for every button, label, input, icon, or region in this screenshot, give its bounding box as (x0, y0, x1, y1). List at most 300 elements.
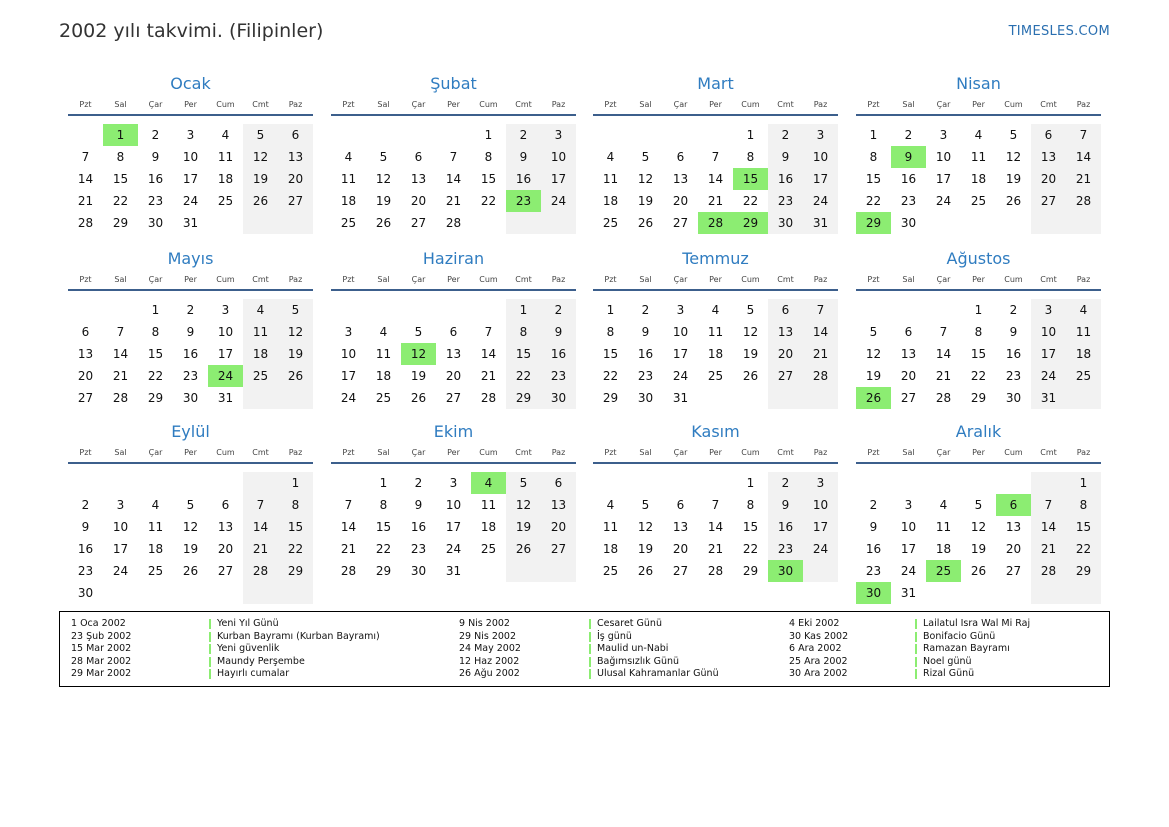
legend-holiday-name: Hayırlı cumalar (217, 668, 290, 679)
day-cell: 20 (1031, 168, 1066, 190)
day-cell: 20 (1005, 542, 1022, 556)
day-cell: 11 (480, 498, 497, 512)
weekday-label: Paz (1076, 100, 1091, 109)
day-cell: 17 (672, 347, 689, 361)
day-cell: 24 (541, 190, 576, 212)
day-cell: 8 (869, 150, 878, 164)
day-cell: 27 (77, 391, 94, 405)
day-cell: 8 (606, 325, 615, 339)
holiday-day-cell: 1 (103, 124, 138, 146)
legend-holiday-name: Maundy Perşembe (217, 655, 305, 667)
day-cell: 17 (935, 172, 952, 186)
month-header-rule (331, 114, 576, 116)
day-cell: 2 (641, 303, 650, 317)
weekday-label: Paz (288, 100, 303, 109)
legend-date: 30 Ara 2002 (789, 668, 848, 679)
day-cell: 7 (1031, 494, 1066, 516)
day-cell: 11 (217, 150, 234, 164)
day-cell: 9 (641, 325, 650, 339)
weekday-label: Paz (288, 275, 303, 284)
weekday-label: Pzt (79, 275, 92, 284)
day-cell: 6 (904, 325, 913, 339)
day-cell: 21 (707, 194, 724, 208)
day-cell: 26 (970, 564, 987, 578)
day-cell: 30 (637, 391, 654, 405)
holiday-day-cell: 23 (506, 190, 541, 212)
day-cell: 13 (445, 347, 462, 361)
day-cell: 16 (182, 347, 199, 361)
weekend-blank-cell (1031, 582, 1066, 604)
brand-link[interactable]: TIMESLES.COM (1008, 24, 1110, 39)
day-cell: 13 (77, 347, 94, 361)
weekday-label: Cmt (252, 100, 269, 109)
day-cell: 7 (344, 498, 353, 512)
day-cell: 24 (112, 564, 129, 578)
day-cell: 20 (672, 542, 689, 556)
month-header-rule (68, 289, 313, 291)
day-cell: 14 (480, 347, 497, 361)
legend-date: 24 May 2002 (459, 643, 521, 654)
weekday-label: Per (184, 100, 197, 109)
weekend-blank-cell (278, 582, 313, 604)
day-cell: 15 (278, 516, 313, 538)
day-cell: 8 (506, 321, 541, 343)
day-cell: 27 (1005, 564, 1022, 578)
weekday-label: Çar (936, 448, 951, 457)
month-header-rule (593, 289, 838, 291)
day-cell: 28 (243, 560, 278, 582)
month-header-rule (68, 462, 313, 464)
month-name: Ocak (170, 74, 211, 93)
day-cell: 15 (602, 347, 619, 361)
day-cell: 13 (672, 520, 689, 534)
day-cell: 1 (1066, 472, 1101, 494)
day-cell: 20 (541, 516, 576, 538)
holiday-day-cell: 9 (891, 146, 926, 168)
weekend-blank-cell (803, 387, 838, 409)
day-cell: 24 (182, 194, 199, 208)
day-cell: 6 (541, 472, 576, 494)
day-cell: 3 (803, 124, 838, 146)
day-cell: 7 (484, 325, 493, 339)
day-cell: 26 (243, 190, 278, 212)
day-cell: 28 (480, 391, 497, 405)
day-cell: 5 (641, 150, 650, 164)
legend-holiday-marker (915, 669, 917, 679)
day-cell: 29 (742, 564, 759, 578)
weekend-blank-cell (278, 387, 313, 409)
weekday-label: Pzt (867, 275, 880, 284)
day-cell: 20 (445, 369, 462, 383)
day-cell: 9 (869, 520, 878, 534)
day-cell: 19 (637, 542, 654, 556)
day-cell: 19 (375, 194, 392, 208)
legend-holiday-marker (915, 644, 917, 654)
legend-holiday-marker (209, 669, 211, 679)
day-cell: 25 (707, 369, 724, 383)
weekday-label: Sal (114, 448, 127, 457)
day-cell: 6 (449, 325, 458, 339)
weekday-label: Çar (411, 448, 426, 457)
legend-date: 30 Kas 2002 (789, 630, 849, 642)
day-cell: 2 (904, 128, 913, 142)
day-cell: 23 (410, 542, 427, 556)
day-cell: 25 (243, 365, 278, 387)
legend-holiday-name: Maulid un-Nabi (597, 643, 669, 654)
day-cell: 5 (186, 498, 195, 512)
day-cell: 3 (676, 303, 685, 317)
day-cell: 12 (742, 325, 759, 339)
month-7 (593, 249, 838, 429)
day-cell: 13 (1031, 146, 1066, 168)
weekday-label: Per (447, 275, 460, 284)
day-cell: 24 (445, 542, 462, 556)
day-cell: 16 (506, 168, 541, 190)
month-6 (331, 249, 576, 429)
day-cell: 25 (147, 564, 164, 578)
day-cell: 6 (768, 299, 803, 321)
weekday-label: Cum (741, 275, 760, 284)
legend-date: 1 Oca 2002 (71, 618, 126, 629)
day-cell: 25 (375, 391, 392, 405)
day-cell: 11 (340, 172, 357, 186)
legend-holiday-marker (915, 619, 917, 629)
day-cell: 19 (637, 194, 654, 208)
day-cell: 17 (803, 516, 838, 538)
day-cell: 5 (278, 299, 313, 321)
weekday-label: Cum (741, 100, 760, 109)
day-cell: 1 (379, 476, 388, 490)
day-cell: 29 (112, 216, 129, 230)
day-cell: 13 (900, 347, 917, 361)
day-cell: 2 (768, 472, 803, 494)
day-cell: 14 (803, 321, 838, 343)
month-5 (68, 249, 313, 429)
day-cell: 21 (480, 369, 497, 383)
day-cell: 3 (116, 498, 125, 512)
day-cell: 17 (182, 172, 199, 186)
day-cell: 21 (243, 538, 278, 560)
day-cell: 24 (900, 564, 917, 578)
day-cell: 25 (340, 216, 357, 230)
legend-holiday-marker (589, 644, 591, 654)
day-cell: 19 (1005, 172, 1022, 186)
weekday-label: Per (447, 448, 460, 457)
day-cell: 10 (803, 494, 838, 516)
legend-holiday-marker (209, 644, 211, 654)
weekday-label: Cum (1004, 275, 1023, 284)
legend-holiday-marker (589, 657, 591, 667)
holiday-day-cell: 4 (471, 472, 506, 494)
day-cell: 16 (900, 172, 917, 186)
weekday-label: Cmt (1040, 275, 1057, 284)
weekend-blank-cell (768, 387, 803, 409)
day-cell: 22 (865, 194, 882, 208)
legend-date: 26 Ağu 2002 (459, 668, 520, 679)
day-cell: 13 (541, 494, 576, 516)
day-cell: 8 (278, 494, 313, 516)
holiday-day-cell: 6 (996, 494, 1031, 516)
day-cell: 19 (278, 343, 313, 365)
weekday-label: Sal (377, 100, 390, 109)
day-cell: 16 (768, 516, 803, 538)
weekend-blank-cell (1031, 212, 1066, 234)
weekday-label: Pzt (342, 100, 355, 109)
day-cell: 28 (340, 564, 357, 578)
day-cell: 3 (939, 128, 948, 142)
day-cell: 28 (112, 391, 129, 405)
legend-holiday-name: Bağımsızlık Günü (597, 655, 680, 667)
day-cell: 9 (151, 150, 160, 164)
weekday-label: Cmt (252, 448, 269, 457)
day-cell: 26 (1005, 194, 1022, 208)
day-cell: 4 (243, 299, 278, 321)
holiday-day-cell: 15 (733, 168, 768, 190)
day-cell: 19 (742, 347, 759, 361)
day-cell: 9 (1009, 325, 1018, 339)
day-cell: 30 (410, 564, 427, 578)
day-cell: 9 (186, 325, 195, 339)
legend-holiday-name: Cesaret Günü (597, 618, 662, 629)
day-cell: 19 (970, 542, 987, 556)
month-header-rule (331, 289, 576, 291)
day-cell: 2 (81, 498, 90, 512)
day-cell: 4 (379, 325, 388, 339)
day-cell: 3 (541, 124, 576, 146)
day-cell: 22 (742, 542, 759, 556)
day-cell: 16 (77, 542, 94, 556)
day-cell: 14 (1031, 516, 1066, 538)
weekday-label: Pzt (867, 100, 880, 109)
day-cell: 4 (606, 498, 615, 512)
day-cell: 2 (506, 124, 541, 146)
weekday-label: Per (972, 100, 985, 109)
day-cell: 16 (637, 347, 654, 361)
month-10 (331, 422, 576, 602)
day-cell: 2 (151, 128, 160, 142)
day-cell: 10 (112, 520, 129, 534)
holiday-day-cell: 25 (926, 560, 961, 582)
day-cell: 29 (506, 387, 541, 409)
weekday-label: Çar (411, 100, 426, 109)
weekday-label: Çar (148, 448, 163, 457)
day-cell: 1 (746, 476, 755, 490)
day-cell: 22 (506, 365, 541, 387)
weekday-label: Per (184, 448, 197, 457)
day-cell: 1 (278, 472, 313, 494)
day-cell: 24 (935, 194, 952, 208)
day-cell: 13 (1005, 520, 1022, 534)
day-cell: 14 (243, 516, 278, 538)
legend-holiday-marker (209, 657, 211, 667)
day-cell: 7 (939, 325, 948, 339)
weekday-label: Cum (216, 275, 235, 284)
day-cell: 14 (340, 520, 357, 534)
day-cell: 12 (865, 347, 882, 361)
day-cell: 18 (707, 347, 724, 361)
weekend-blank-cell (1066, 582, 1101, 604)
day-cell: 18 (217, 172, 234, 186)
day-cell: 12 (637, 172, 654, 186)
day-cell: 4 (606, 150, 615, 164)
day-cell: 12 (278, 321, 313, 343)
weekday-label: Pzt (604, 100, 617, 109)
day-cell: 7 (116, 325, 125, 339)
weekend-blank-cell (243, 212, 278, 234)
day-cell: 2 (541, 299, 576, 321)
day-cell: 8 (1066, 494, 1101, 516)
month-header-rule (856, 289, 1101, 291)
weekday-label: Cum (479, 100, 498, 109)
weekend-blank-cell (243, 582, 278, 604)
month-header-rule (593, 114, 838, 116)
holiday-day-cell: 29 (856, 212, 891, 234)
legend-date: 29 Mar 2002 (71, 668, 132, 679)
holiday-day-cell: 30 (768, 560, 803, 582)
day-cell: 22 (742, 194, 759, 208)
day-cell: 31 (1031, 387, 1066, 409)
day-cell: 30 (900, 216, 917, 230)
day-cell: 31 (217, 391, 234, 405)
day-cell: 21 (803, 343, 838, 365)
day-cell: 4 (939, 498, 948, 512)
day-cell: 15 (506, 343, 541, 365)
day-cell: 23 (77, 564, 94, 578)
weekday-label: Çar (148, 100, 163, 109)
weekday-label: Sal (902, 275, 915, 284)
weekday-label: Çar (148, 275, 163, 284)
day-cell: 6 (1031, 124, 1066, 146)
day-cell: 3 (1031, 299, 1066, 321)
day-cell: 21 (1066, 168, 1101, 190)
weekday-label: Paz (551, 275, 566, 284)
day-cell: 18 (602, 542, 619, 556)
legend-holiday-marker (915, 632, 917, 642)
day-cell: 22 (112, 194, 129, 208)
day-cell: 10 (803, 146, 838, 168)
day-cell: 7 (711, 498, 720, 512)
day-cell: 14 (935, 347, 952, 361)
day-cell: 28 (77, 216, 94, 230)
day-cell: 12 (970, 520, 987, 534)
legend-holiday-marker (589, 669, 591, 679)
legend-holiday-name: Bonifacio Günü (923, 630, 996, 642)
day-cell: 12 (375, 172, 392, 186)
month-name: Haziran (422, 249, 485, 268)
day-cell: 15 (147, 347, 164, 361)
day-cell: 2 (768, 124, 803, 146)
legend-date: 15 Mar 2002 (71, 643, 132, 654)
day-cell: 6 (278, 124, 313, 146)
day-cell: 23 (900, 194, 917, 208)
legend-date: 4 Eki 2002 (789, 618, 840, 629)
weekday-label: Paz (551, 448, 566, 457)
weekday-label: Per (447, 100, 460, 109)
weekday-label: Cum (1004, 448, 1023, 457)
holiday-legend (59, 611, 1110, 687)
weekday-label: Cmt (252, 275, 269, 284)
day-cell: 25 (217, 194, 234, 208)
weekday-label: Cmt (515, 448, 532, 457)
weekend-blank-cell (243, 472, 278, 494)
legend-date: 9 Nis 2002 (459, 618, 510, 629)
day-cell: 31 (672, 391, 689, 405)
day-cell: 24 (1031, 365, 1066, 387)
holiday-day-cell: 24 (208, 365, 243, 387)
day-cell: 11 (1066, 321, 1101, 343)
day-cell: 22 (480, 194, 497, 208)
day-cell: 19 (243, 168, 278, 190)
day-cell: 17 (900, 542, 917, 556)
day-cell: 2 (186, 303, 195, 317)
day-cell: 30 (768, 212, 803, 234)
weekday-label: Cum (1004, 100, 1023, 109)
day-cell: 19 (865, 369, 882, 383)
weekend-blank-cell (1066, 212, 1101, 234)
day-cell: 19 (410, 369, 427, 383)
day-cell: 15 (1066, 516, 1101, 538)
weekday-label: Cmt (1040, 100, 1057, 109)
weekday-label: Sal (114, 100, 127, 109)
day-cell: 9 (81, 520, 90, 534)
weekday-label: Cum (479, 448, 498, 457)
day-cell: 24 (803, 538, 838, 560)
weekday-label: Cum (216, 100, 235, 109)
day-cell: 27 (445, 391, 462, 405)
day-cell: 26 (278, 365, 313, 387)
day-cell: 30 (1005, 391, 1022, 405)
legend-holiday-name: Kurban Bayramı (Kurban Bayramı) (217, 630, 380, 642)
day-cell: 17 (803, 168, 838, 190)
day-cell: 11 (707, 325, 724, 339)
weekday-label: Cmt (777, 275, 794, 284)
month-name: Kasım (691, 422, 740, 441)
month-12 (856, 422, 1101, 602)
day-cell: 8 (974, 325, 983, 339)
day-cell: 11 (602, 520, 619, 534)
day-cell: 10 (182, 150, 199, 164)
weekday-label: Cum (216, 448, 235, 457)
day-cell: 8 (379, 498, 388, 512)
weekday-label: Pzt (342, 448, 355, 457)
day-cell: 8 (151, 325, 160, 339)
day-cell: 8 (746, 498, 755, 512)
legend-holiday-marker (589, 632, 591, 642)
day-cell: 11 (935, 520, 952, 534)
legend-date: 6 Ara 2002 (789, 643, 842, 654)
day-cell: 5 (414, 325, 423, 339)
day-cell: 14 (707, 520, 724, 534)
day-cell: 2 (414, 476, 423, 490)
day-cell: 31 (803, 212, 838, 234)
holiday-day-cell: 28 (698, 212, 733, 234)
day-cell: 22 (278, 538, 313, 560)
month-1 (68, 74, 313, 254)
day-cell: 24 (803, 190, 838, 212)
day-cell: 13 (672, 172, 689, 186)
day-cell: 2 (1009, 303, 1018, 317)
day-cell: 6 (676, 150, 685, 164)
day-cell: 10 (541, 146, 576, 168)
day-cell: 7 (81, 150, 90, 164)
day-cell: 22 (147, 369, 164, 383)
day-cell: 20 (217, 542, 234, 556)
legend-holiday-name: Lailatul Isra Wal Mi Raj (923, 618, 1031, 629)
weekend-blank-cell (278, 212, 313, 234)
page-title: 2002 yılı takvimi. (Filipinler) (59, 20, 324, 42)
day-cell: 8 (116, 150, 125, 164)
day-cell: 12 (1005, 150, 1022, 164)
